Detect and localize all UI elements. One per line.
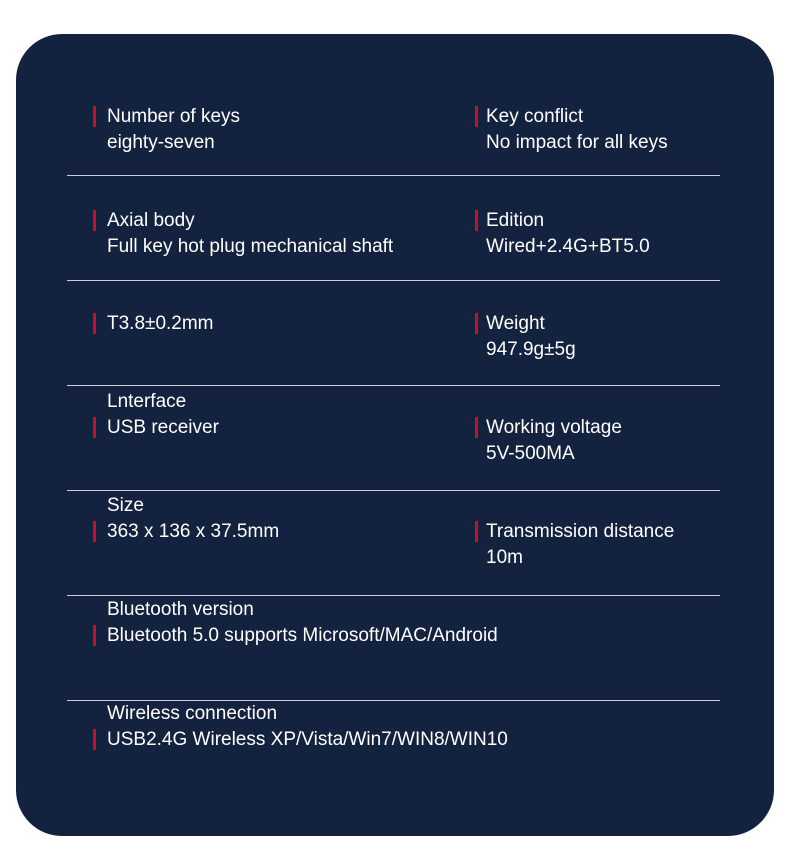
spec-label-size: Size — [107, 495, 144, 516]
row-divider — [67, 385, 720, 386]
accent-bar — [93, 313, 96, 334]
spec-value-edition: Wired+2.4G+BT5.0 — [486, 236, 650, 257]
spec-value-transmission-distance: 10m — [486, 547, 523, 568]
spec-value-axial-body: Full key hot plug mechanical shaft — [107, 236, 394, 257]
spec-label-edition: Edition — [486, 210, 545, 231]
row-divider — [67, 700, 720, 701]
spec-label-weight: Weight — [486, 313, 545, 334]
spec-label-transmission-distance: Transmission distance — [486, 521, 675, 542]
spec-value-wireless-connection: USB2.4G Wireless XP/Vista/Win7/WIN8/WIN10 — [107, 729, 508, 750]
spec-value-travel: T3.8±0.2mm — [107, 313, 214, 334]
accent-bar — [93, 106, 96, 127]
spec-value-bluetooth-version: Bluetooth 5.0 supports Microsoft/MAC/Android — [107, 625, 498, 646]
accent-bar — [475, 106, 478, 127]
row-divider — [67, 595, 720, 596]
accent-bar — [475, 210, 478, 231]
row-divider — [67, 490, 720, 491]
accent-bar — [93, 729, 96, 750]
spec-value-size: 363 x 136 x 37.5mm — [107, 521, 280, 542]
row-divider — [67, 280, 720, 281]
accent-bar — [93, 417, 96, 438]
spec-value-number-of-keys: eighty-seven — [107, 132, 215, 153]
spec-label-working-voltage: Working voltage — [486, 417, 622, 438]
spec-label-interface: Lnterface — [107, 391, 187, 412]
spec-label-wireless-connection: Wireless connection — [107, 703, 278, 724]
spec-label-axial-body: Axial body — [107, 210, 195, 231]
accent-bar — [475, 313, 478, 334]
accent-bar — [475, 521, 478, 542]
accent-bar — [93, 625, 96, 646]
spec-label-key-conflict: Key conflict — [486, 106, 584, 127]
accent-bar — [475, 417, 478, 438]
row-divider — [67, 175, 720, 176]
spec-value-working-voltage: 5V-500MA — [486, 443, 575, 464]
spec-value-key-conflict: No impact for all keys — [486, 132, 668, 153]
accent-bar — [93, 210, 96, 231]
spec-value-interface: USB receiver — [107, 417, 219, 438]
spec-label-number-of-keys: Number of keys — [107, 106, 241, 127]
accent-bar — [93, 521, 96, 542]
spec-value-weight: 947.9g±5g — [486, 339, 576, 360]
spec-label-bluetooth-version: Bluetooth version — [107, 599, 254, 620]
